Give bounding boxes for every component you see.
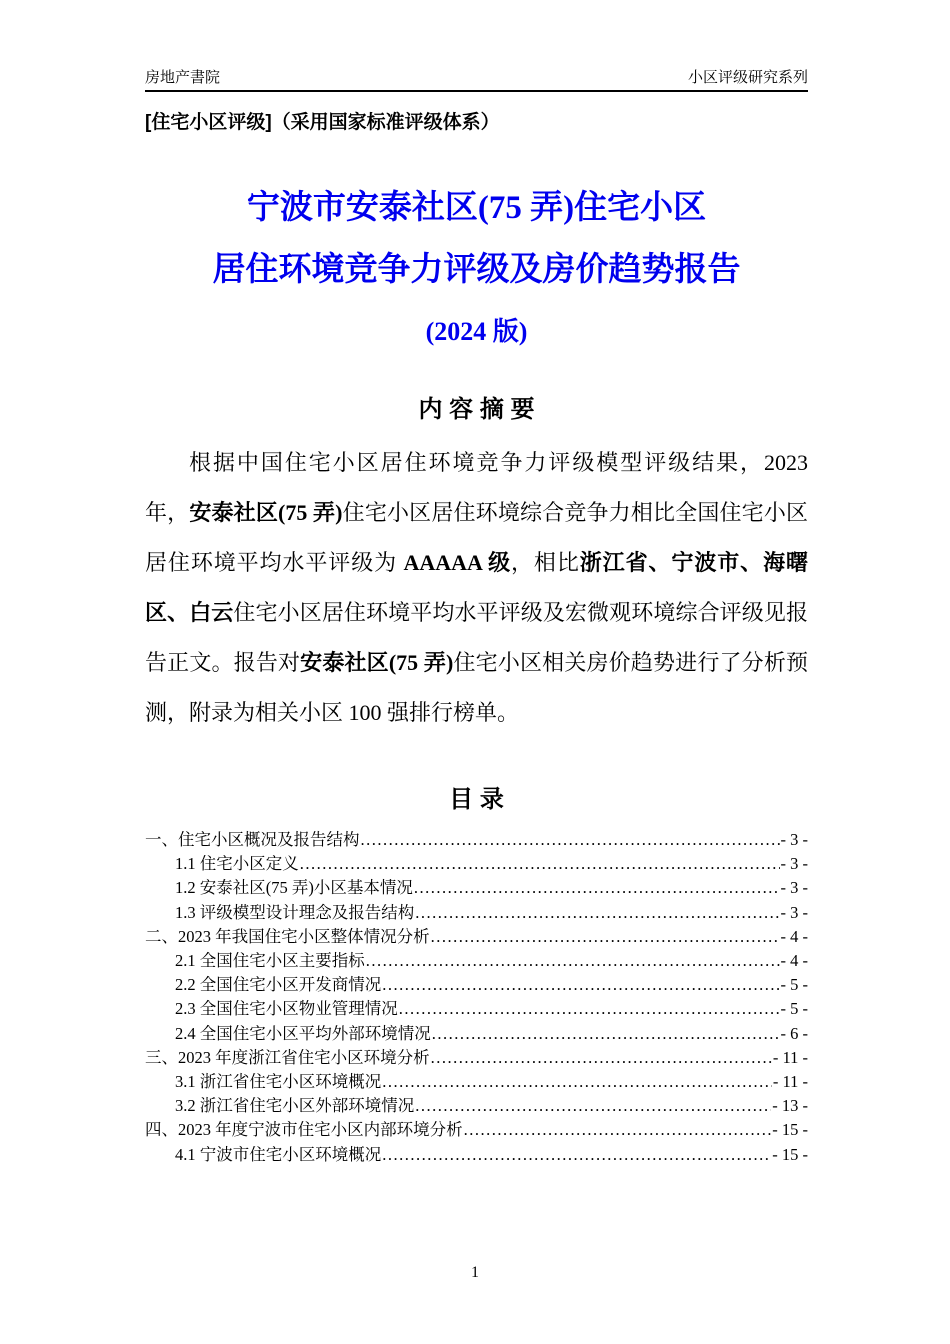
summary-text-bold: 安泰社区(75 弄)	[300, 650, 454, 675]
toc-entry	[145, 949, 808, 973]
toc-entry-label: 2.2 全国住宅小区开发商情况	[175, 975, 382, 995]
toc-entry-page: - 4 -	[780, 951, 808, 971]
page-header	[145, 68, 808, 87]
toc-entry	[145, 1022, 808, 1046]
toc-entry-label: 1.3 评级模型设计理念及报告结构	[175, 902, 415, 922]
toc-entry-page: - 11 -	[772, 1072, 808, 1092]
report-title-block	[145, 186, 808, 350]
toc-entry-page: - 11 -	[772, 1047, 808, 1067]
toc-entry	[145, 901, 808, 925]
header-divider-line	[145, 90, 808, 92]
toc-entry-page: - 3 -	[780, 902, 808, 922]
summary-text-bold: AAAAA 级	[403, 550, 512, 575]
toc-leader-dots	[414, 876, 780, 900]
summary-text: 住宅小区相关房价趋势进行了分析预测，附录为相关小区 100 强排行榜单。	[145, 650, 808, 725]
toc-leader-dots	[300, 852, 780, 876]
toc-entry-page: - 3 -	[780, 854, 808, 874]
summary-text-bold: 浙江省、宁波市、海曙区、白云	[145, 550, 808, 625]
report-title-line2: 居住环境竞争力评级及房价趋势报告	[212, 252, 741, 288]
toc-leader-dots	[382, 1143, 771, 1167]
toc-leader-dots	[415, 1094, 771, 1118]
summary-text: 住宅小区居住环境综合竞争力相比全国住宅小区居住环境平均水平评级为	[145, 500, 808, 575]
toc-entry-page: - 4 -	[780, 926, 808, 946]
toc-leader-dots	[366, 949, 780, 973]
toc-entry-page: - 15 -	[772, 1144, 808, 1164]
toc-leader-dots	[382, 1070, 772, 1094]
toc-entry-page: - 3 -	[780, 878, 808, 898]
toc-leader-dots	[382, 973, 779, 997]
header-right-text: 小区评级研究系列	[687, 69, 808, 86]
toc-leader-dots	[415, 901, 779, 925]
toc-entry-label: 2.4 全国住宅小区平均外部环境情况	[175, 1023, 431, 1043]
report-title-version: (2024 版)	[425, 317, 528, 346]
toc-entry-label: 三、2023 年度浙江省住宅小区环境分析	[145, 1047, 430, 1067]
toc-entry-label: 3.1 浙江省住宅小区环境概况	[175, 1072, 382, 1092]
toc-entry	[145, 1070, 808, 1094]
summary-text: 住宅小区居住环境平均水平评级及宏微观环境综合评级见报告正文。报告对	[145, 600, 808, 675]
toc-entry-page: - 5 -	[780, 975, 808, 995]
summary-text-bold: 安泰社区(75 弄)	[189, 500, 343, 525]
summary-paragraph	[145, 438, 808, 738]
toc-entry	[145, 828, 808, 852]
toc-entry-label: 2.1 全国住宅小区主要指标	[175, 951, 365, 971]
summary-text: ，相比	[511, 550, 580, 575]
toc-leader-dots	[464, 1118, 772, 1142]
toc-leader-dots	[399, 997, 780, 1021]
header-left-text: 房地产書院	[145, 69, 221, 86]
report-title-line1: 宁波市安泰社区(75 弄)住宅小区	[246, 190, 707, 226]
toc-leader-dots	[431, 925, 780, 949]
page-number: 1	[471, 1264, 479, 1281]
toc-entry-label: 3.2 浙江省住宅小区外部环境情况	[175, 1096, 415, 1116]
toc-entry	[145, 876, 808, 900]
toc-entry	[145, 1094, 808, 1118]
toc-heading: 目 录	[449, 786, 504, 813]
toc-entry-label: 四、2023 年度宁波市住宅小区内部环境分析	[145, 1120, 463, 1140]
toc-entry-label: 一、住宅小区概况及报告结构	[145, 830, 360, 849]
toc-entry-label: 二、2023 年我国住宅小区整体情况分析	[145, 926, 430, 946]
toc-entry-page: - 5 -	[780, 999, 808, 1019]
toc-leader-dots	[432, 1022, 780, 1046]
summary-heading: 内 容 摘 要	[418, 396, 535, 423]
toc-entry-page: - 13 -	[772, 1096, 808, 1116]
summary-text: 根据中国住宅小区居住环境竞争力评级模型评级结果，2023 年，	[145, 450, 808, 525]
toc-list	[145, 828, 808, 1167]
toc-entry-label: 4.1 宁波市住宅小区环境概况	[175, 1144, 382, 1164]
toc-entry	[145, 1143, 808, 1167]
toc-entry	[145, 1046, 808, 1070]
toc-entry-label: 1.2 安泰社区(75 弄)小区基本情况	[175, 878, 413, 898]
toc-entry-page: - 3 -	[780, 830, 808, 849]
toc-entry	[145, 997, 808, 1021]
toc-entry	[145, 925, 808, 949]
toc-entry	[145, 973, 808, 997]
toc-entry-label: 1.1 住宅小区定义	[175, 854, 299, 874]
doc-classification-subtitle: [住宅小区评级]（采用国家标准评级体系）	[145, 112, 500, 133]
toc-entry-label: 2.3 全国住宅小区物业管理情况	[175, 999, 398, 1019]
toc-entry-page: - 15 -	[772, 1120, 808, 1140]
toc-leader-dots	[361, 828, 780, 852]
toc-entry	[145, 852, 808, 876]
toc-entry	[145, 1118, 808, 1142]
toc-entry-page: - 6 -	[780, 1023, 808, 1043]
toc-leader-dots	[431, 1046, 772, 1070]
